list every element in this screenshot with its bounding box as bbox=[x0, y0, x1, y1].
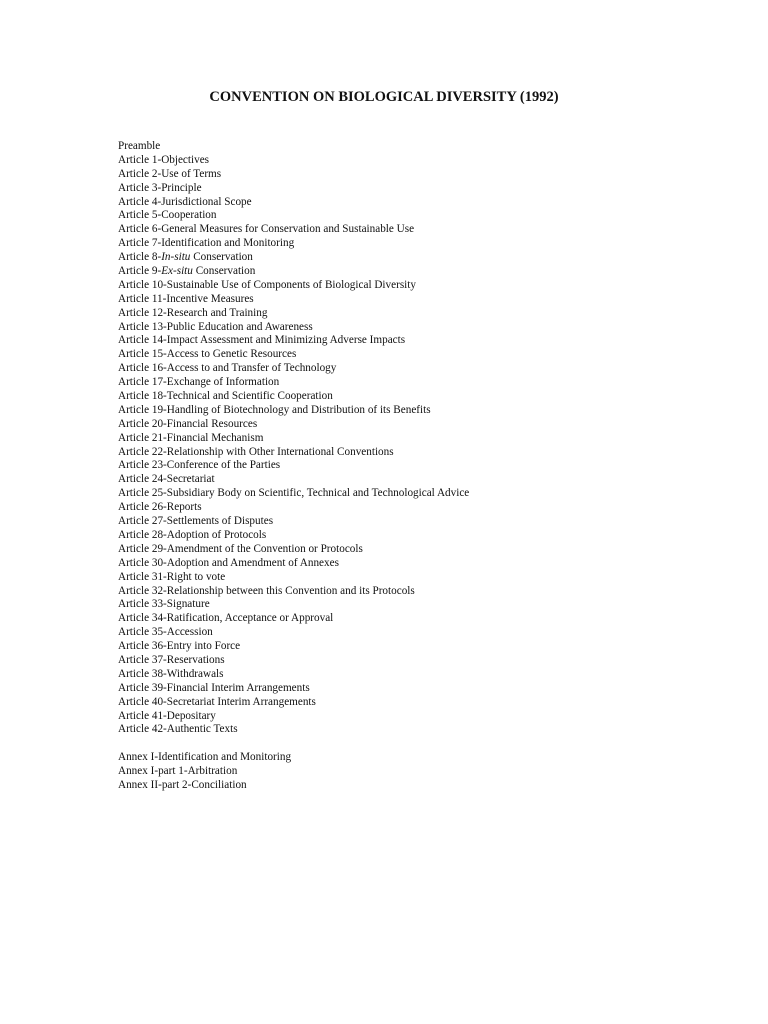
toc-article-item-italic-term: In-situ bbox=[161, 251, 191, 264]
toc-annex-item bbox=[118, 779, 678, 793]
toc-article-item-title: Financial Resources bbox=[166, 417, 258, 430]
toc-article-item bbox=[118, 154, 678, 168]
toc-article-item-number: Article 42- bbox=[118, 723, 167, 736]
toc-article-item-number: Article 14- bbox=[118, 334, 167, 347]
toc-article-item-title: Use of Terms bbox=[161, 167, 222, 180]
toc-article-item bbox=[118, 585, 678, 599]
toc-article-item-number: Article 31- bbox=[118, 570, 167, 583]
toc-article-item-number: Article 1- bbox=[118, 153, 162, 166]
toc-article-item-number: Article 5- bbox=[118, 209, 162, 222]
toc-article-item bbox=[118, 209, 678, 223]
toc-article-item-title: Relationship between this Convention and its Protocols bbox=[166, 584, 415, 597]
toc-article-item-number: Article 2- bbox=[118, 167, 162, 180]
toc-annex-item-title: part 2-Conciliation bbox=[161, 778, 247, 791]
toc-annex-item bbox=[118, 751, 678, 765]
toc-article-item bbox=[118, 668, 678, 682]
toc-article-item-number: Article 8- bbox=[118, 251, 162, 264]
toc-article-item-title: Access to and Transfer of Technology bbox=[166, 362, 337, 375]
toc-article-item-title: Financial Mechanism bbox=[166, 431, 264, 444]
toc-article-item bbox=[118, 640, 678, 654]
toc-article-item-number: Article 41- bbox=[118, 709, 167, 722]
toc-article-item-number: Article 24- bbox=[118, 473, 167, 486]
toc-annex-item-title: part 1-Arbitration bbox=[158, 765, 238, 778]
toc-article-item-number: Article 39- bbox=[118, 681, 167, 694]
toc-article-item-number: Article 9- bbox=[118, 265, 162, 278]
toc-article-item-title: Settlements of Disputes bbox=[166, 515, 274, 528]
toc-article-item-number: Article 33- bbox=[118, 598, 167, 611]
toc-article-item-number: Article 37- bbox=[118, 653, 167, 666]
toc-article-item-number: Article 21- bbox=[118, 431, 167, 444]
toc-article-item bbox=[118, 404, 678, 418]
toc-article-item bbox=[118, 487, 678, 501]
toc-article-item-number: Article 29- bbox=[118, 542, 167, 555]
toc-article-item-number: Article 36- bbox=[118, 640, 167, 653]
toc-article-item bbox=[118, 571, 678, 585]
toc-article-item-title: Entry into Force bbox=[166, 640, 241, 653]
toc-article-item-title: Ratification, Acceptance or Approval bbox=[166, 612, 334, 625]
toc-article-item bbox=[118, 334, 678, 348]
toc-article-item bbox=[118, 446, 678, 460]
toc-article-item-number: Article 13- bbox=[118, 320, 167, 333]
toc-article-item-title: Handling of Biotechnology and Distribution of its Benefits bbox=[166, 403, 431, 416]
toc-article-item bbox=[118, 473, 678, 487]
toc-article-item bbox=[118, 362, 678, 376]
toc-article-item-number: Article 7- bbox=[118, 237, 162, 250]
toc-article-item bbox=[118, 723, 678, 737]
toc-annex-item-number: Annex I- bbox=[118, 765, 159, 778]
toc-article-item-number: Article 10- bbox=[118, 278, 167, 291]
toc-article-item-title: Authentic Texts bbox=[166, 723, 238, 736]
toc-article-item-title: Incentive Measures bbox=[166, 292, 254, 305]
toc-article-item bbox=[118, 515, 678, 529]
toc-article-item bbox=[118, 529, 678, 543]
toc-article-item-title: Secretariat Interim Arrangements bbox=[166, 695, 316, 708]
toc-article-item bbox=[118, 196, 678, 210]
document-title: CONVENTION ON BIOLOGICAL DIVERSITY (1992) bbox=[209, 89, 559, 105]
toc-article-item-title: Exchange of Information bbox=[166, 376, 280, 389]
toc-article-item bbox=[118, 626, 678, 640]
toc-article-item bbox=[118, 696, 678, 710]
toc-article-item-title: Reservations bbox=[166, 653, 225, 666]
toc-article-item-title: Relationship with Other International Conventions bbox=[166, 445, 394, 458]
toc-article-item-number: Article 28- bbox=[118, 528, 167, 541]
toc-article-item-title: Right to vote bbox=[166, 570, 226, 583]
toc-article-item-title: Principle bbox=[161, 181, 202, 194]
toc-article-item-title: Amendment of the Convention or Protocols bbox=[166, 542, 363, 555]
toc-article-item-title: Technical and Scientific Cooperation bbox=[166, 390, 333, 403]
toc-article-item-number: Article 15- bbox=[118, 348, 167, 361]
toc-article-item-title: Financial Interim Arrangements bbox=[166, 681, 310, 694]
toc-article-item-number: Article 40- bbox=[118, 695, 167, 708]
toc-article-item-number: Article 27- bbox=[118, 515, 167, 528]
toc-article-item bbox=[118, 418, 678, 432]
toc-articles-list bbox=[118, 154, 678, 737]
toc-annex-item bbox=[118, 765, 678, 779]
toc-article-item-title: Objectives bbox=[161, 153, 210, 166]
toc-article-item bbox=[118, 223, 678, 237]
toc-article-item-title: General Measures for Conservation and Sustainable Use bbox=[161, 223, 415, 236]
toc-article-item-number: Article 3- bbox=[118, 181, 162, 194]
toc-annex-item-number: Annex II- bbox=[118, 778, 162, 791]
toc-article-item-number: Article 38- bbox=[118, 667, 167, 680]
toc-article-item bbox=[118, 390, 678, 404]
toc-spacer bbox=[118, 737, 678, 751]
toc-article-item bbox=[118, 251, 678, 265]
toc-annex-item-title: Identification and Monitoring bbox=[158, 751, 292, 764]
toc-article-item-title: Secretariat bbox=[166, 473, 215, 486]
toc-article-item bbox=[118, 654, 678, 668]
toc-article-item-title: Identification and Monitoring bbox=[161, 237, 295, 250]
toc-article-item bbox=[118, 543, 678, 557]
toc-article-item-number: Article 25- bbox=[118, 487, 167, 500]
toc-article-item-number: Article 19- bbox=[118, 403, 167, 416]
toc-annexes-list bbox=[118, 751, 678, 793]
toc-article-item-title: Withdrawals bbox=[166, 667, 224, 680]
toc-article-item bbox=[118, 459, 678, 473]
toc-article-item-title: Public Education and Awareness bbox=[166, 320, 313, 333]
toc-article-item-title: Impact Assessment and Minimizing Adverse Impacts bbox=[166, 334, 406, 347]
toc-article-item-title: Research and Training bbox=[166, 306, 268, 319]
toc-article-item bbox=[118, 557, 678, 571]
toc-article-item bbox=[118, 710, 678, 724]
toc-article-item bbox=[118, 168, 678, 182]
toc-article-item-title: Accession bbox=[166, 626, 213, 639]
toc-article-item-number: Article 26- bbox=[118, 501, 167, 514]
toc-article-item bbox=[118, 682, 678, 696]
toc-annex-item-number: Annex I- bbox=[118, 751, 159, 764]
toc-article-item-title: Depositary bbox=[166, 709, 216, 722]
toc-article-item bbox=[118, 432, 678, 446]
toc-article-item-number: Article 35- bbox=[118, 626, 167, 639]
toc-article-item bbox=[118, 237, 678, 251]
toc-article-item-number: Article 34- bbox=[118, 612, 167, 625]
toc-article-item-number: Article 30- bbox=[118, 556, 167, 569]
toc-article-item-title: Signature bbox=[166, 598, 210, 611]
toc-preamble: Preamble bbox=[118, 140, 161, 152]
toc-article-item bbox=[118, 598, 678, 612]
toc-article-item-title: Conservation bbox=[192, 265, 256, 278]
toc-article-item-number: Article 32- bbox=[118, 584, 167, 597]
toc-article-item bbox=[118, 612, 678, 626]
toc-article-item-title: Jurisdictional Scope bbox=[161, 195, 252, 208]
toc-article-item-title: Adoption of Protocols bbox=[166, 528, 267, 541]
toc-article-item-number: Article 23- bbox=[118, 459, 167, 472]
toc-article-item-title: Subsidiary Body on Scientific, Technical and Technological Advice bbox=[166, 487, 470, 500]
toc-article-item bbox=[118, 348, 678, 362]
toc-article-item bbox=[118, 182, 678, 196]
toc-article-item-title: Reports bbox=[166, 501, 202, 514]
toc-article-item bbox=[118, 293, 678, 307]
toc-article-item-number: Article 16- bbox=[118, 362, 167, 375]
toc-article-item-number: Article 22- bbox=[118, 445, 167, 458]
toc-article-item-title: Conservation bbox=[190, 251, 253, 264]
toc-article-item bbox=[118, 307, 678, 321]
toc-article-item-title: Sustainable Use of Components of Biological Diversity bbox=[166, 278, 416, 291]
toc-article-item-title: Adoption and Amendment of Annexes bbox=[166, 556, 339, 569]
toc-article-item bbox=[118, 501, 678, 515]
toc-article-item-number: Article 18- bbox=[118, 390, 167, 403]
toc-article-item-title: Conference of the Parties bbox=[166, 459, 281, 472]
table-of-contents bbox=[118, 140, 678, 793]
toc-article-item-number: Article 6- bbox=[118, 223, 162, 236]
toc-article-item-title: Cooperation bbox=[161, 209, 217, 222]
toc-article-item-number: Article 4- bbox=[118, 195, 162, 208]
toc-article-item-number: Article 17- bbox=[118, 376, 167, 389]
toc-article-item-number: Article 11- bbox=[118, 292, 167, 305]
toc-article-item bbox=[118, 321, 678, 335]
toc-article-item-title: Access to Genetic Resources bbox=[166, 348, 297, 361]
toc-article-item bbox=[118, 279, 678, 293]
toc-article-item-number: Article 20- bbox=[118, 417, 167, 430]
toc-article-item bbox=[118, 265, 678, 279]
toc-article-item-italic-term: Ex-situ bbox=[161, 265, 193, 278]
toc-article-item-number: Article 12- bbox=[118, 306, 167, 319]
toc-article-item bbox=[118, 376, 678, 390]
